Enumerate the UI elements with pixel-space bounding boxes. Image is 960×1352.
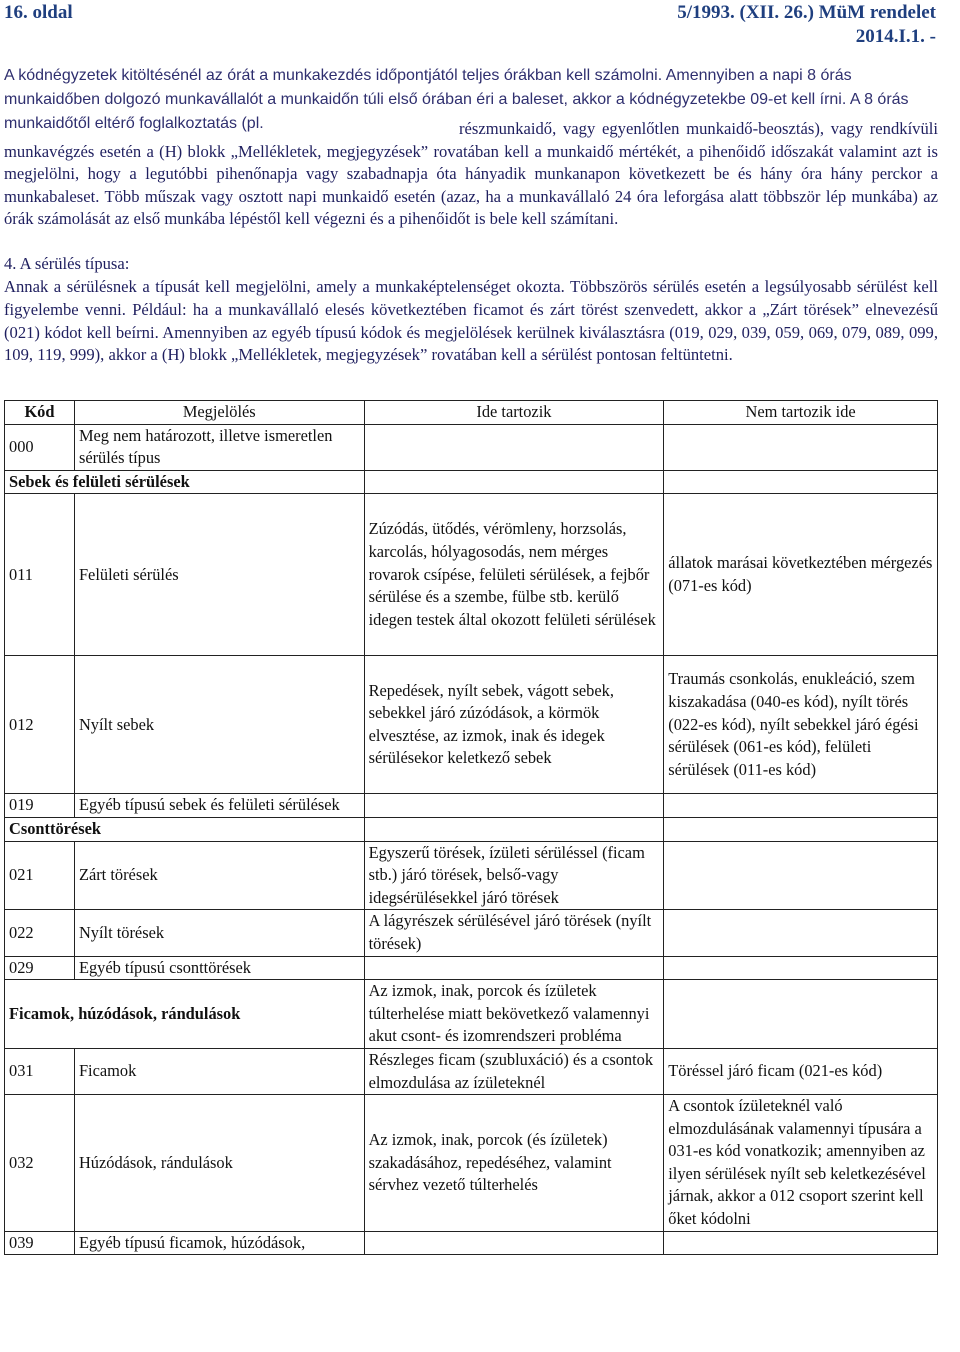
page-header [0,0,960,52]
injury-type-table [4,400,938,1255]
code-cell: 022 [5,910,75,956]
name-cell: Zárt törések [74,841,364,910]
code-cell: 000 [5,424,75,470]
table-row [5,656,938,794]
name-cell: Felületi sérülés [74,494,364,656]
name-cell: Meg nem határozott, illetve ismeretlen sérülés típus [74,424,364,470]
document-version: 2014.I.1. - [855,26,936,47]
code-cell: 021 [5,841,75,910]
table-row [5,494,938,656]
includes-cell [364,956,664,980]
name-cell: Egyéb típusú ficamok, húzódások, [74,1231,364,1255]
excludes-cell [664,841,938,910]
table-row [5,424,938,470]
table-group-row [5,470,938,494]
includes-cell: Részleges ficam (szubluxáció) és a csontok elmozdulása az ízületeknél [364,1048,664,1094]
group-cell: Sebek és felületi sérülések [5,470,365,494]
intro-paragraph: A kódnégyzetek kitöltésénél az órát a munkakezdés időpontjától teljes órákban kell számolni. Amennyiben a napi 8 órás munkaidőben dolgozó munkavállalót a munkaidőn túli első órában éri a baleset, akkor a kódnégyzetekbe 09-et kell írni. A 8 órás munkaidőtől eltérő foglalkoztatás (pl. [4,67,909,132]
includes-cell: Zúzódás, ütődés, vérömleny, horzsolás, karcolás, hólyagosodás, nem mérges rovarok csípése, felületi sérülések, a fejbőr sérülése és a szembe, fülbe stb. kerülő idegen testek által okozott felületi sérülések [364,494,664,656]
table-row [5,794,938,818]
table-group-row [5,980,938,1049]
body-paragraph: részmunkaidő, vagy egyenlőtlen munkaidő-beosztás), vagy rendkívüli munkavégzés esetén a (H) blokk „Mellékletek, megjegyzések” rovatában kell a munkaidő mértékét, a pihenőidő időszakát valamint azt is megjelölni, hogy a legutóbbi pihenőnapja vagy szabadnapja óta hányadik munkanapon következett be és hány óra hány perckor a munkabaleset. Több műszak vagy osztott napi munkaidő esetén (azaz, ha a munkavállaló 24 óra leforgása alatt többször lép munkába) az órák számolását az első munkába lépéstől kell végezni és a pihenőidőt is bele kell számítani. [4,119,938,229]
excludes-cell [664,1231,938,1255]
table-row [5,1095,938,1232]
includes-cell: Egyszerű törések, ízületi sérüléssel (ficam stb.) járó törések, belső-vagy idegsérülésekkel járó törések [364,841,664,910]
table-row [5,910,938,956]
includes-cell [364,424,664,470]
page-number: 16. oldal [4,2,73,23]
includes-cell: Az izmok, inak, porcok és ízületek túlterhelése miatt bekövetkező valamennyi akut csont- és izomrendszeri probléma [364,980,664,1049]
code-cell: 012 [5,656,75,794]
table-row [5,841,938,910]
code-cell: 019 [5,794,75,818]
column-header: Nem tartozik ide [664,401,938,425]
code-cell: 031 [5,1048,75,1094]
excludes-cell [664,910,938,956]
excludes-cell: Töréssel járó ficam (021-es kód) [664,1048,938,1094]
column-header: Ide tartozik [364,401,664,425]
name-cell: Ficamok [74,1048,364,1094]
table-row [5,1048,938,1094]
includes-cell [364,1231,664,1255]
section-paragraph: Annak a sérülésnek a típusát kell megjelölni, amely a munkaképtelenséget okozta. Többszörös sérülés esetén a legsúlyosabb sérülést kell figyelembe venni. Például: ha a munkavállaló elesés következtében ficamot és zárt törést szenvedett, akkor a „Zárt törések” elnevezésű (021) kódot kell beírni. Amennyiben az egyéb típusú kódok és megjelölések kerülnek kiválasztásra (019, 029, 039, 059, 069, 079, 089, 099, 109, 119, 999), akkor a (H) blokk „Mellékletek, megjegyzések” rovatában kell a sérülést pontosan feltüntetni. [4,277,938,365]
group-cell: Csonttörések [5,817,365,841]
code-cell: 032 [5,1095,75,1232]
column-header: Megjelölés [74,401,364,425]
name-cell: Húzódások, rándulások [74,1095,364,1232]
excludes-cell [664,956,938,980]
name-cell: Nyílt sebek [74,656,364,794]
includes-cell [364,794,664,818]
name-cell: Nyílt törések [74,910,364,956]
document-reference: 5/1993. (XII. 26.) MüM rendelet [677,2,936,23]
includes-cell: Repedések, nyílt sebek, vágott sebek, sebekkel járó zúzódások, a körmök elvesztése, az izmok, inak és idegek sérülésekor keletkező sebek [364,656,664,794]
section-heading: 4. A sérülés típusa: [4,254,130,273]
code-cell: 029 [5,956,75,980]
excludes-cell: állatok marásai következtében mérgezés (071-es kód) [664,494,938,656]
table-row [5,956,938,980]
includes-cell: A lágyrészek sérülésével járó törések (nyílt törések) [364,910,664,956]
name-cell: Egyéb típusú csonttörések [74,956,364,980]
includes-cell: Az izmok, inak, porcok (és ízületek) szakadásához, repedéséhez, valamint sérvhez vezető túlterhelés [364,1095,664,1232]
name-cell: Egyéb típusú sebek és felületi sérülések [74,794,364,818]
excludes-cell: Traumás csonkolás, enukleáció, szem kiszakadása (040-es kód), nyílt törés (022-es kód), nyílt sebekkel járó égési sérülések (061-es kód), felületi sérülések (011-es kód) [664,656,938,794]
code-cell: 039 [5,1231,75,1255]
group-cell: Ficamok, húzódások, rándulások [5,980,365,1049]
table-header-row [5,401,938,425]
excludes-cell [664,794,938,818]
column-header: Kód [5,401,75,425]
table-row [5,1231,938,1255]
excludes-cell [664,424,938,470]
excludes-cell: A csontok ízületeknél való elmozdulásának valamennyi típusára a 031-es kód vonatkozik; amennyiben az ilyen sérülések nyílt seb keletkezésével járnak, akkor a 012 csoport szerint kell őket kódolni [664,1095,938,1232]
code-cell: 011 [5,494,75,656]
table-group-row [5,817,938,841]
